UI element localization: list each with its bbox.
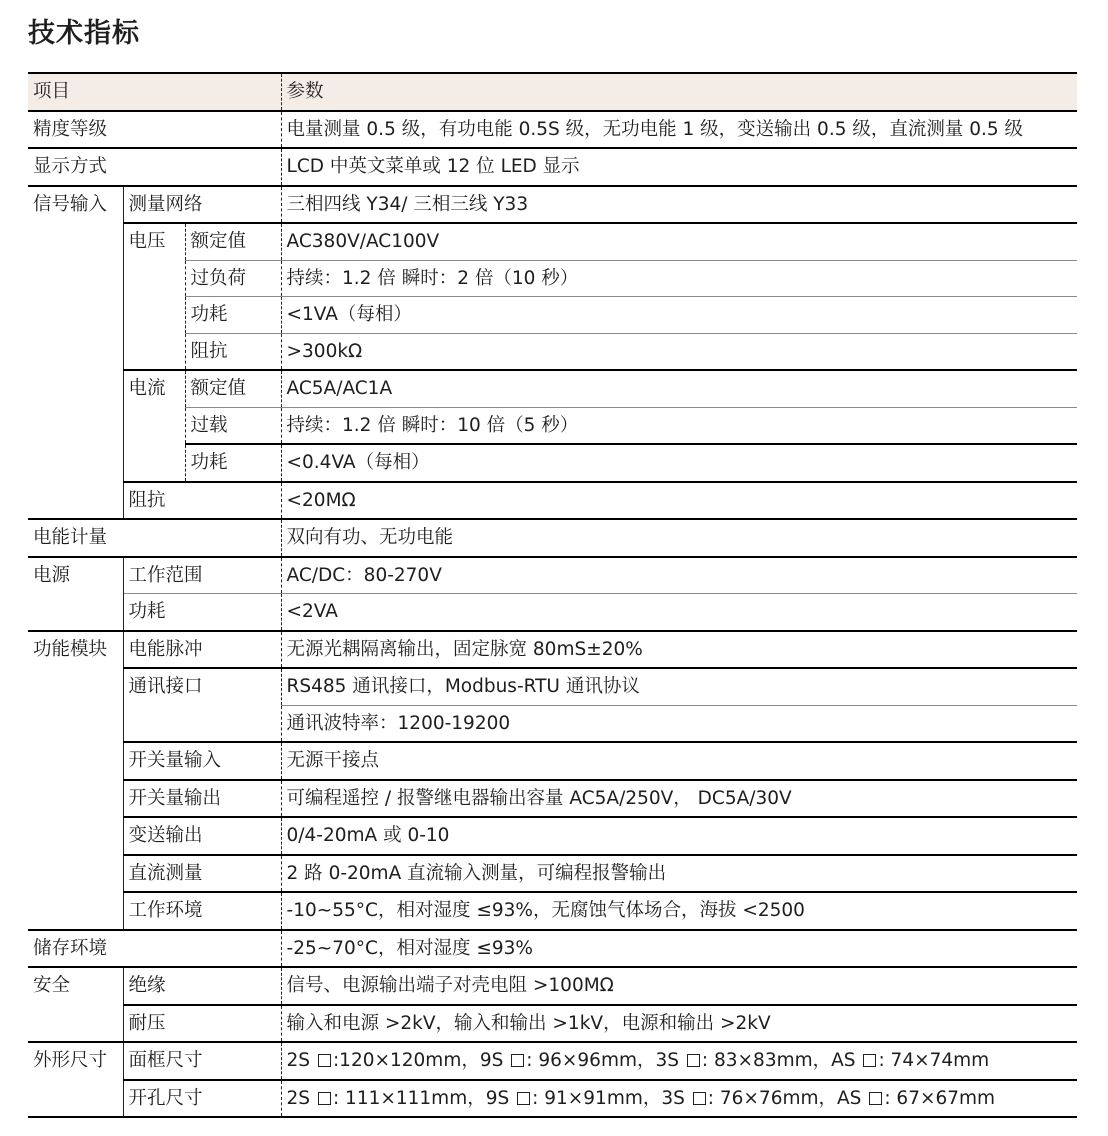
row-label: 工作环境	[123, 892, 281, 930]
row-label: 耐压	[123, 1005, 281, 1043]
table-row	[28, 444, 1077, 482]
row-label: 电能计量	[33, 527, 108, 548]
table-row	[28, 557, 1077, 594]
row-label: 额定值	[185, 223, 281, 260]
row-label: 功耗	[185, 444, 281, 482]
square-icon	[318, 1092, 331, 1105]
row-value: <20MΩ	[281, 482, 1077, 520]
table-row	[28, 519, 1077, 557]
table-row	[28, 855, 1077, 893]
page-title: 技术指标	[28, 18, 140, 49]
row-label: 精度等级	[33, 118, 108, 140]
table-row	[28, 780, 1077, 818]
row-value: AC/DC：80-270V	[281, 557, 1077, 594]
row-label: 绝缘	[123, 967, 281, 1005]
row-value: 持续：1.2 倍 瞬时：10 倍（5 秒）	[281, 407, 1077, 444]
size-text: : 67×67mm	[884, 1087, 996, 1109]
row-value-panel-size	[281, 1042, 1077, 1080]
row-value: 通讯波特率：1200-19200	[281, 705, 1077, 742]
row-label: 阻抗	[123, 482, 281, 520]
table-row	[28, 594, 1077, 631]
header-param: 参数	[281, 73, 1077, 111]
row-value: 持续：1.2 倍 瞬时：2 倍（10 秒）	[281, 260, 1077, 297]
size-text: : 74×74mm	[878, 1050, 990, 1071]
row-value-cutout-size	[281, 1080, 1077, 1118]
square-icon	[869, 1092, 882, 1105]
row-label: 通讯接口	[123, 668, 281, 742]
row-label: 阻抗	[185, 333, 281, 370]
size-text: : 111×111mm，9S	[332, 1087, 510, 1109]
table-row	[28, 223, 1077, 260]
table-row	[28, 111, 1077, 149]
row-label: 功耗	[123, 594, 281, 631]
row-label: 额定值	[185, 370, 281, 407]
table-row	[28, 930, 1077, 968]
table-row	[28, 1080, 1077, 1118]
group-label: 安全	[28, 967, 123, 1042]
row-value: 电量测量 0.5 级，有功电能 0.5S 级，无功电能 1 级，变送输出 0.5 级，直流测量 0.5 级	[281, 111, 1077, 149]
table-row	[28, 967, 1077, 1005]
row-value: <2VA	[281, 594, 1077, 631]
size-text: : 76×76mm，AS	[707, 1087, 862, 1109]
table-row	[28, 407, 1077, 444]
row-value: 输入和电源 >2kV，输入和输出 >1kV，电源和输出 >2kV	[281, 1005, 1077, 1043]
table-row	[28, 742, 1077, 780]
row-value: <0.4VA（每相）	[281, 444, 1077, 482]
header-item: 项目	[33, 81, 71, 102]
row-label: 工作范围	[123, 557, 281, 594]
square-icon	[517, 1092, 530, 1105]
size-text: : 91×91mm，3S	[532, 1087, 685, 1109]
table-row	[28, 631, 1077, 669]
row-value: -10~55°C，相对湿度 ≤93%，无腐蚀气体场合，海拔 <2500	[281, 892, 1077, 930]
row-label: 开孔尺寸	[123, 1080, 281, 1118]
row-value: 无源干接点	[281, 742, 1077, 780]
row-label: 开关量输入	[123, 742, 281, 780]
row-value: AC5A/AC1A	[281, 370, 1077, 407]
square-icon	[318, 1054, 331, 1067]
table-header-row	[28, 73, 1077, 111]
table-row	[28, 297, 1077, 334]
row-label: 直流测量	[123, 855, 281, 893]
row-value: 2 路 0-20mA 直流输入测量，可编程报警输出	[281, 855, 1077, 893]
row-value: >300kΩ	[281, 333, 1077, 370]
row-value: LCD 中英文菜单或 12 位 LED 显示	[281, 148, 1077, 186]
table-row	[28, 817, 1077, 855]
row-label: 测量网络	[123, 186, 281, 224]
row-label: 过负荷	[185, 260, 281, 297]
group-label: 信号输入	[33, 193, 108, 215]
table-row	[28, 482, 1077, 520]
table-row	[28, 1042, 1077, 1080]
table-row	[28, 668, 1077, 705]
square-icon	[511, 1054, 524, 1067]
table-row	[28, 1005, 1077, 1043]
row-label: 开关量输出	[123, 780, 281, 818]
row-value: 信号、电源输出端子对壳电阻 >100MΩ	[281, 967, 1077, 1005]
row-value: -25~70°C，相对湿度 ≤93%	[281, 930, 1077, 968]
row-label: 储存环境	[33, 937, 108, 959]
size-code: 2S	[286, 1087, 311, 1109]
square-icon	[687, 1054, 700, 1067]
row-value: RS485 通讯接口，Modbus-RTU 通讯协议	[281, 668, 1077, 705]
row-label: 电能脉冲	[123, 631, 281, 669]
row-value: AC380V/AC100V	[281, 223, 1077, 260]
table-row	[28, 370, 1077, 407]
table-row	[28, 892, 1077, 930]
row-label: 变送输出	[123, 817, 281, 855]
spec-table	[28, 72, 1077, 1118]
size-code: 2S	[286, 1050, 311, 1071]
group-label: 功能模块	[28, 631, 123, 930]
size-text: :120×120mm，9S	[332, 1050, 504, 1071]
row-label: 显示方式	[33, 156, 108, 177]
row-label: 过载	[185, 407, 281, 444]
square-icon	[863, 1054, 876, 1067]
subgroup-label: 电压	[123, 223, 185, 370]
row-label: 功耗	[185, 297, 281, 334]
row-value: 无源光耦隔离输出，固定脉宽 80mS±20%	[281, 631, 1077, 669]
row-value: <1VA（每相）	[281, 297, 1077, 334]
size-text: : 83×83mm，AS	[701, 1050, 856, 1071]
group-label: 外形尺寸	[28, 1042, 123, 1117]
table-row	[28, 148, 1077, 186]
group-label: 电源	[28, 557, 123, 631]
size-text: : 96×96mm，3S	[526, 1050, 680, 1071]
table-row	[28, 333, 1077, 370]
row-value: 0/4-20mA 或 0-10	[281, 817, 1077, 855]
subgroup-label: 电流	[123, 370, 185, 482]
row-value: 可编程遥控 / 报警继电器输出容量 AC5A/250V， DC5A/30V	[281, 780, 1077, 818]
table-row	[28, 186, 1077, 224]
row-label: 面框尺寸	[123, 1042, 281, 1080]
row-value: 双向有功、无功电能	[281, 519, 1077, 557]
square-icon	[693, 1092, 706, 1105]
row-value: 三相四线 Y34/ 三相三线 Y33	[281, 186, 1077, 224]
table-row	[28, 260, 1077, 297]
